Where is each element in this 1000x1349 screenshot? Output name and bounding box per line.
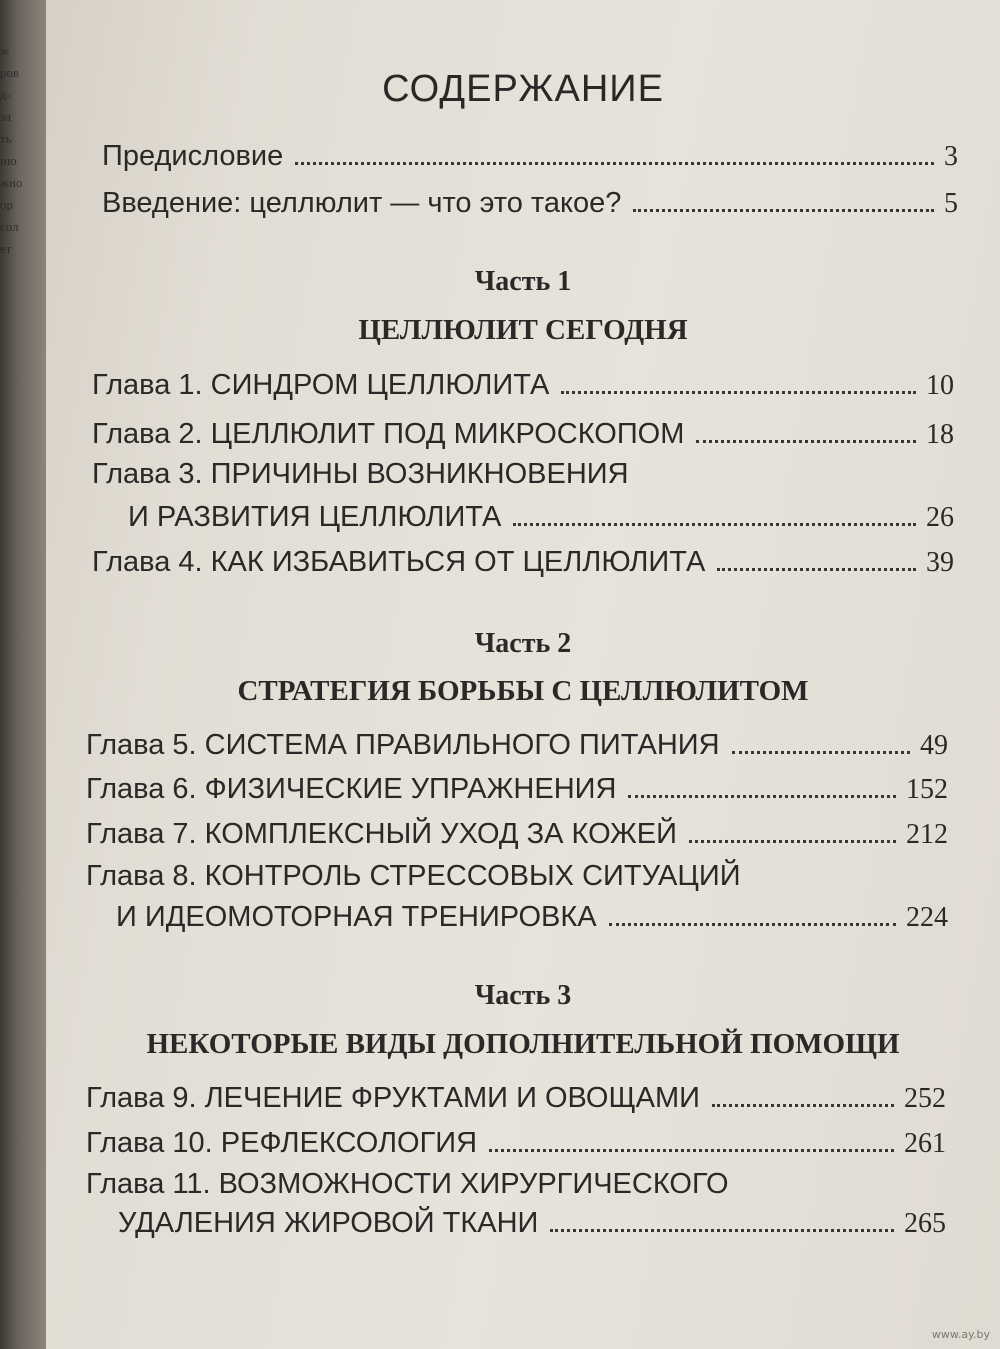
part-2-title: СТРАТЕГИЯ БОРЬБЫ С ЦЕЛЛЮЛИТОМ [237,675,809,707]
dot-leader [696,440,916,443]
dot-leader [295,162,934,165]
dot-leader [513,523,916,526]
page-number: 224 [906,902,948,933]
toc-entry-chapter-9 [86,1082,946,1115]
page-number: 212 [906,819,948,850]
dot-leader [712,1104,894,1107]
toc-entry-chapter-7 [86,818,948,851]
page-number: 5 [944,188,958,219]
page-number: 39 [926,547,954,578]
toc-entry-introduction [102,187,958,220]
page-number: 18 [926,419,954,450]
toc-entry-chapter-8-line-1: Глава 8. КОНТРОЛЬ СТРЕССОВЫХ СИТУАЦИЙ [86,860,741,892]
dot-leader [489,1149,894,1152]
watermark: www.ay.by [931,1328,990,1341]
page-number: 26 [926,502,954,533]
part-2-label: Часть 2 [474,628,572,659]
dot-leader [717,568,916,571]
page-number: 152 [906,774,948,805]
entry-label: Глава 4. КАК ИЗБАВИТЬСЯ ОТ ЦЕЛЛЮЛИТА [92,546,706,578]
dot-leader [732,751,910,754]
part-1-label: Часть 1 [474,266,572,297]
entry-label: Глава 7. КОМПЛЕКСНЫЙ УХОД ЗА КОЖЕЙ [86,818,677,850]
page-number: 49 [920,730,948,761]
entry-label: УДАЛЕНИЯ ЖИРОВОЙ ТКАНИ [118,1207,539,1239]
toc-entry-chapter-2 [92,418,954,451]
dot-leader [689,840,896,843]
toc-entry-chapter-10 [86,1127,946,1160]
toc-title: СОДЕРЖАНИЕ [382,68,664,110]
toc-entry-chapter-3-line-1: Глава 3. ПРИЧИНЫ ВОЗНИКНОВЕНИЯ [92,458,629,490]
toc-entry-preface [102,140,958,173]
entry-label: Предисловие [102,140,284,172]
dot-leader [628,795,896,798]
dot-leader [633,209,934,212]
entry-label: Глава 6. ФИЗИЧЕСКИЕ УПРАЖНЕНИЯ [86,773,617,805]
entry-label: Глава 10. РЕФЛЕКСОЛОГИЯ [86,1127,478,1159]
page-number: 265 [904,1208,946,1239]
toc-entry-chapter-1 [92,369,954,402]
entry-label: Глава 5. СИСТЕМА ПРАВИЛЬНОГО ПИТАНИЯ [86,729,720,761]
toc-entry-chapter-11 [118,1207,946,1240]
page-number: 261 [904,1128,946,1159]
entry-label: Глава 9. ЛЕЧЕНИЕ ФРУКТАМИ И ОВОЩАМИ [86,1082,701,1114]
part-3-label: Часть 3 [474,980,572,1011]
book-page [46,0,1000,1349]
toc-entry-chapter-5 [86,729,948,762]
dot-leader [550,1229,894,1232]
toc-entry-chapter-4 [92,546,954,579]
page-number: 10 [926,370,954,401]
dot-leader [561,391,916,394]
toc-entry-chapter-11-line-1: Глава 11. ВОЗМОЖНОСТИ ХИРУРГИЧЕСКОГО [86,1168,729,1200]
part-3-title: НЕКОТОРЫЕ ВИДЫ ДОПОЛНИТЕЛЬНОЙ ПОМОЩИ [146,1028,900,1060]
entry-label: Глава 1. СИНДРОМ ЦЕЛЛЮЛИТА [92,369,550,401]
entry-label: Глава 2. ЦЕЛЛЮЛИТ ПОД МИКРОСКОПОМ [92,418,685,450]
entry-label: И ИДЕОМОТОРНАЯ ТРЕНИРОВКА [116,901,597,933]
dot-leader [609,923,896,926]
toc-entry-chapter-3 [128,501,954,534]
page-number: 252 [904,1083,946,1114]
entry-label: Введение: целлюлит — что это такое? [102,187,622,219]
toc-entry-chapter-8 [116,901,948,934]
part-1-title: ЦЕЛЛЮЛИТ СЕГОДНЯ [358,314,688,346]
page-number: 3 [944,141,958,172]
entry-label: И РАЗВИТИЯ ЦЕЛЛЮЛИТА [128,501,502,533]
left-page-edge-text: ж ров д- за ть ию жно ор сол ет [0,43,23,256]
toc-entry-chapter-6 [86,773,948,806]
